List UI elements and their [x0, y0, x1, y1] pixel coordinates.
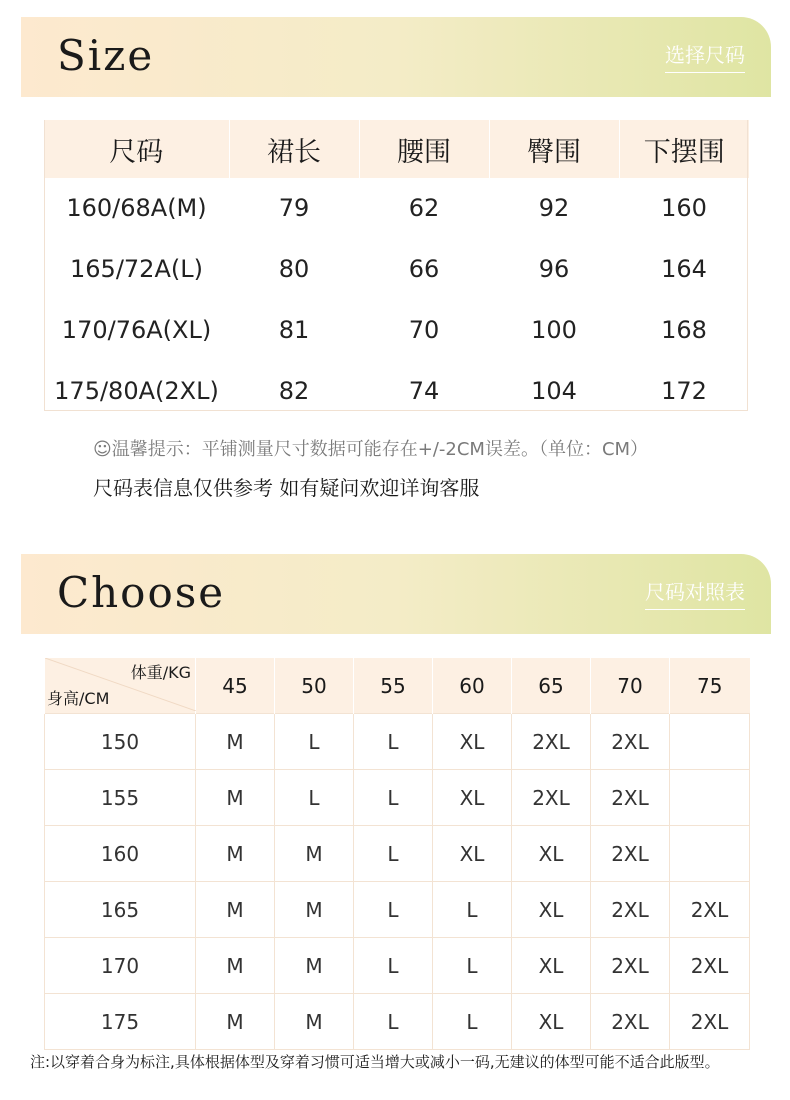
size-cell: 2XL: [591, 938, 670, 994]
header-hip: 臀围: [489, 120, 619, 178]
size-cell: XL: [433, 826, 512, 882]
skirt-length-cell: 80: [278, 254, 310, 283]
size-cell: L: [433, 938, 512, 994]
size-cell: XL: [512, 938, 591, 994]
header-waist: 腰围: [359, 120, 489, 178]
weight-header-row: [45, 658, 750, 714]
table-row: [45, 770, 750, 826]
skirt-length-cell: 81: [278, 315, 310, 344]
size-cell: L: [354, 714, 433, 770]
table-row: [44, 360, 749, 422]
table-row: [45, 714, 750, 770]
choose-title: Choose: [57, 568, 226, 617]
size-cell: M: [196, 882, 275, 938]
size-cell: L: [433, 882, 512, 938]
size-cell: M: [196, 826, 275, 882]
size-cell: XL: [512, 826, 591, 882]
size-cell: 2XL: [591, 714, 670, 770]
size-cell: 175/80A(2XL): [54, 377, 219, 405]
waist-cell: 70: [408, 315, 440, 344]
table-row: [44, 178, 749, 238]
size-cell: 2XL: [670, 938, 750, 994]
select-size-link[interactable]: 选择尺码: [665, 39, 745, 73]
size-cell: M: [275, 994, 354, 1050]
weight-header: 50: [275, 658, 354, 714]
waist-cell: 74: [408, 377, 440, 405]
size-cell: 2XL: [512, 714, 591, 770]
size-cell: M: [275, 882, 354, 938]
weight-header: 55: [354, 658, 433, 714]
header-size: 尺码: [44, 120, 229, 178]
size-cell: 2XL: [591, 826, 670, 882]
size-cell: [670, 714, 750, 770]
footer-note: 注:以穿着合身为标注,具体根据体型及穿着习惯可适当增大或减小一码,无建议的体型可能不适合此版型。: [30, 1053, 720, 1071]
size-cell: [670, 826, 750, 882]
size-cell: L: [354, 826, 433, 882]
size-cell: L: [354, 882, 433, 938]
size-table-header: [44, 120, 749, 178]
size-cell: L: [433, 994, 512, 1050]
size-cell: M: [196, 994, 275, 1050]
size-table: [44, 120, 749, 422]
size-cell: L: [275, 714, 354, 770]
size-cell: L: [275, 770, 354, 826]
size-cell: 2XL: [512, 770, 591, 826]
weight-header: 60: [433, 658, 512, 714]
hem-cell: 160: [661, 194, 707, 222]
weight-header: 45: [196, 658, 275, 714]
hip-cell: 100: [531, 315, 577, 344]
hip-cell: 92: [538, 194, 570, 222]
weight-header: 65: [512, 658, 591, 714]
size-cell: 170/76A(XL): [61, 315, 212, 344]
table-row: [45, 826, 750, 882]
height-cell: 160: [45, 826, 196, 882]
table-row: [45, 938, 750, 994]
height-cell: 155: [45, 770, 196, 826]
size-cell: L: [354, 994, 433, 1050]
table-row: [45, 882, 750, 938]
choose-banner: [21, 554, 771, 634]
table-row: [44, 238, 749, 299]
size-cell: 2XL: [670, 994, 750, 1050]
header-hem: 下摆围: [619, 120, 749, 178]
measurement-note-text: 温馨提示：平铺测量尺寸数据可能存在+/-2CM误差。（单位：CM）: [111, 439, 649, 460]
size-cell: 2XL: [591, 994, 670, 1050]
hip-cell: 104: [531, 377, 577, 405]
waist-cell: 66: [408, 254, 440, 283]
skirt-length-cell: 79: [278, 194, 310, 222]
size-banner: [21, 17, 771, 97]
size-cell: M: [196, 770, 275, 826]
hem-cell: 172: [661, 377, 707, 405]
size-cell: 2XL: [670, 882, 750, 938]
size-cell: 2XL: [591, 770, 670, 826]
size-chart-link[interactable]: 尺码对照表: [645, 576, 745, 610]
waist-cell: 62: [408, 194, 440, 222]
size-cell: XL: [512, 882, 591, 938]
height-cell: 170: [45, 938, 196, 994]
weight-header: 70: [591, 658, 670, 714]
height-axis-label: 身高/CM: [47, 689, 110, 708]
size-cell: L: [354, 770, 433, 826]
header-skirt-length: 裙长: [229, 120, 359, 178]
size-cell: [670, 770, 750, 826]
skirt-length-cell: 82: [278, 377, 310, 405]
size-recommendation-table: [44, 658, 750, 1050]
measurement-note: [93, 435, 648, 461]
hip-cell: 96: [538, 254, 570, 283]
size-title: Size: [57, 31, 155, 80]
size-cell: 165/72A(L): [70, 254, 203, 283]
size-cell: M: [275, 938, 354, 994]
size-cell: M: [196, 714, 275, 770]
smiley-icon: ☺: [93, 439, 112, 460]
height-cell: 150: [45, 714, 196, 770]
hem-cell: 168: [661, 315, 707, 344]
size-cell: 160/68A(M): [66, 194, 207, 222]
size-cell: XL: [433, 714, 512, 770]
weight-header: 75: [670, 658, 750, 714]
size-cell: XL: [512, 994, 591, 1050]
size-cell: 2XL: [591, 882, 670, 938]
size-cell: M: [196, 938, 275, 994]
hem-cell: 164: [661, 254, 707, 283]
reference-note: 尺码表信息仅供参考 如有疑问欢迎详询客服: [93, 476, 480, 500]
size-cell: L: [354, 938, 433, 994]
size-cell: XL: [433, 770, 512, 826]
corner-cell: [45, 658, 196, 714]
height-cell: 175: [45, 994, 196, 1050]
table-row: [44, 299, 749, 360]
weight-axis-label: 体重/KG: [130, 663, 191, 682]
height-cell: 165: [45, 882, 196, 938]
table-row: [45, 994, 750, 1050]
size-cell: M: [275, 826, 354, 882]
